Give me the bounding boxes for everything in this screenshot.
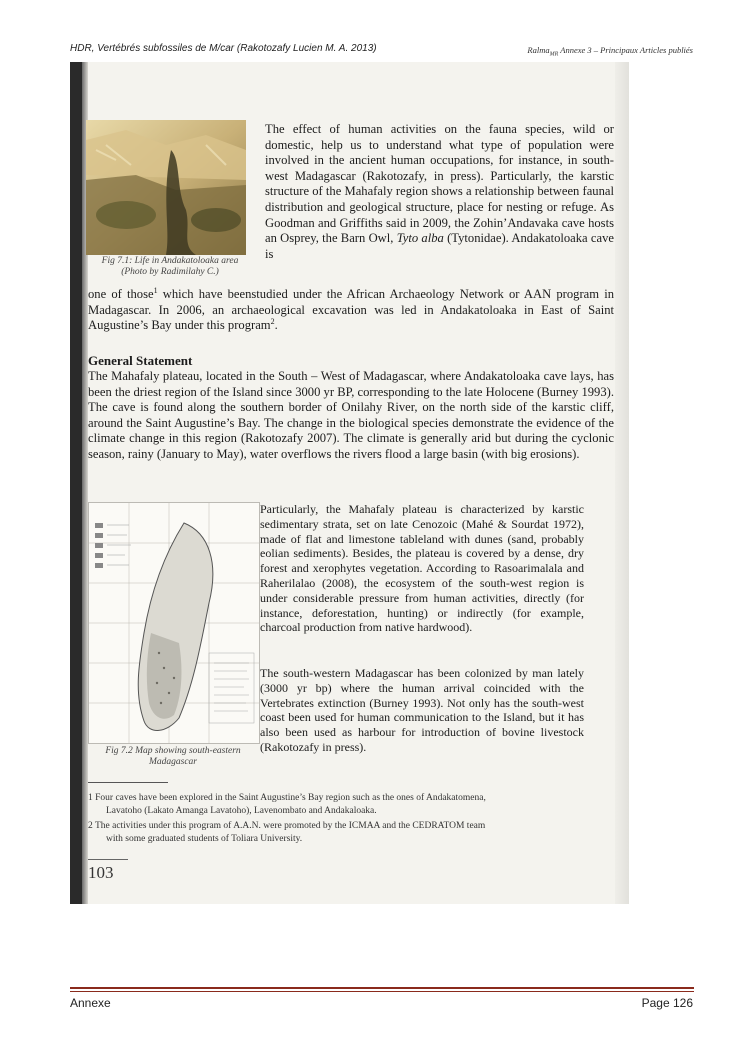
header-right-pre: Ralma xyxy=(527,45,550,55)
scan-binding-edge xyxy=(70,62,82,904)
footnote-2-line1: 2 The activities under this program of A.A.N. were promoted by the ICMAA and the CEDRATOM team xyxy=(88,821,486,831)
plateau-paragraph: Particularly, the Mahafaly plateau is characterized by karstic sedimentary strata, set on late Cenozoic (Mahé & Sourdat 1972), made of flat and limestone tableland with dunes (sand, probably eolian sediments). Besides, the plateau is covered by a dense, dry forest and xerophytes vegetation. According to Rasoarimalala and Raherilalao (2008), the ecosystem of the south-west region is under considerable pressure from human activities, directly (for instance, deforestation, hunting) or indirectly (for example, charcoal production from native hardwood). xyxy=(260,502,584,635)
intro-full-b: which have beenstudied under the African Archaeology Network or AAN program in Madagascar. In 2006, an archaeological excavation was led in Andakatoloaka in East of Saint Augustine’s Bay under this program xyxy=(88,287,614,333)
fig1-caption-line1: Fig 7.1: Life in Andakatoloaka area xyxy=(101,256,239,266)
intro-paragraph xyxy=(265,122,614,262)
footnote-ref-1: 1 xyxy=(153,285,158,295)
section-heading: General Statement xyxy=(88,353,193,368)
intro-full-a: one of those xyxy=(88,287,154,301)
fig2-caption-line1: Fig 7.2 Map showing south-eastern xyxy=(105,746,241,756)
footnote-2-line2: with some graduated students of Toliara University. xyxy=(106,834,303,844)
fig1-caption-line2: (Photo by Radimilahy C.) xyxy=(121,267,219,277)
footnote-1-line2: Lavatoho (Lakato Amanga Lavatoho), Lavenombato and Andakaloaka. xyxy=(106,806,377,816)
footnote-rule xyxy=(88,782,168,783)
header-left: HDR, Vertébrés subfossiles de M/car (Rakotozafy Lucien M. A. 2013) xyxy=(70,43,377,54)
intro-full-period: . xyxy=(274,318,278,333)
fig2-caption-line2: Madagascar xyxy=(148,757,198,767)
footer-page-number: Page 126 xyxy=(641,996,693,1010)
intro-text: The effect of human activities on the fauna species, wild or domestic, help us to understand what type of population were involved in the ancient human occupations, for instance, in south-west Madagascar (Rakotozafy, in press). Particularly, the karstic structure of the Mahafaly region shows a relationship between faunal distribution and geological structure, place for nesting or refuge. As Goodman and Griffiths said in 2009, the Zohin’Andavaka cave hosts an Osprey, the Barn Owl, xyxy=(265,122,614,246)
general-statement-paragraph: The Mahafaly plateau, located in the South – West of Madagascar, where Andakatoloaka cave lays, has been the driest region of the Island since 3000 yr BP, corresponding to the late Holocene (Burney 1993). The cave is found along the southern border of Onilahy River, on the north side of the karstic cliff, around the Saint Augustine’s Bay. The change in the biological species demonstrate the evidence of the climate change in this region (Rakotozafy 2007). The climate is generally arid but during the cyclonic season, rainy (January to May), water overflows the rivers flood a large basin (with big erosions). xyxy=(88,369,614,461)
scan-right-margin xyxy=(615,62,629,904)
scan-page-number: 103 xyxy=(88,863,114,882)
footer-rule-thick xyxy=(70,987,694,989)
page-number-rule xyxy=(88,859,128,860)
species-name: Tyto alba xyxy=(396,231,444,246)
scanned-page xyxy=(70,62,629,904)
madagascar-map xyxy=(88,502,260,744)
footer-rule-thin xyxy=(70,991,694,992)
footnote-1-line1: 1 Four caves have been explored in the Saint Augustine’s Bay region such as the ones of Andakatomena, xyxy=(88,793,486,803)
intro-text-end: (Tytonidae). Andakatoloaka cave is xyxy=(265,231,614,261)
header-right-post: Annexe 3 – Principaux Articles publiés xyxy=(558,45,693,55)
footer-left: Annexe xyxy=(70,996,111,1010)
header-right-sub: MR xyxy=(549,51,559,58)
colonized-paragraph: The south-western Madagascar has been colonized by man lately (3000 yr bp) where the human arrival coincided with the Vertebrates extinction (Burney 1993). Not only has the south-west coast been used for human communication to the Island, but it has also been used as harbour for introduction of bovine livestock (Rakotozafy in press). xyxy=(260,666,584,754)
cave-photo xyxy=(86,120,246,255)
intro-full-paragraph xyxy=(88,287,614,334)
footnote-ref-2: 2 xyxy=(270,317,275,326)
header-right xyxy=(527,45,693,58)
